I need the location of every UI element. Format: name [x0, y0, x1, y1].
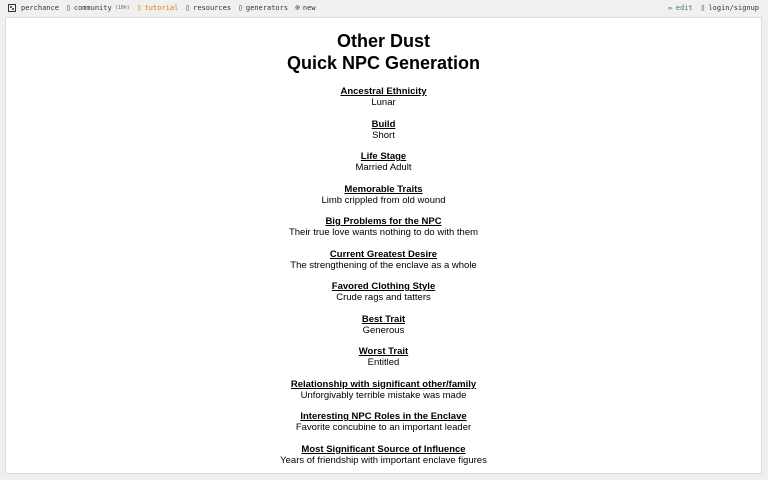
nav-brand[interactable] — [8, 0, 59, 16]
npc-sections — [6, 86, 761, 476]
tutorial-icon: ▯ — [136, 3, 142, 12]
section-value: Entitled — [367, 357, 400, 368]
nav-new-label: new — [302, 4, 316, 12]
npc-section — [6, 151, 761, 184]
dice-logo-icon — [8, 4, 16, 12]
nav-edit[interactable] — [668, 0, 693, 16]
generators-icon: ▯ — [238, 3, 243, 12]
npc-section — [6, 346, 761, 379]
nav-login-label: login/signup — [708, 4, 759, 12]
nav-brand-label: perchance — [21, 4, 59, 12]
npc-section — [6, 249, 761, 282]
nav-generators[interactable] — [238, 0, 288, 16]
nav-tutorial-label: tutorial — [144, 4, 179, 12]
npc-section — [6, 281, 761, 314]
section-value: The strengthening of the enclave as a whole — [290, 259, 477, 271]
nav-resources-label: resources — [193, 4, 232, 12]
npc-section — [6, 216, 761, 249]
generator-output-panel — [5, 17, 762, 474]
page-title: Other Dust — [336, 31, 430, 51]
section-value: Lunar — [371, 97, 396, 108]
section-label: Big Problems for the NPC — [325, 216, 442, 227]
section-value: Their true love wants nothing to do with them — [288, 227, 479, 238]
section-value: Favorite concubine to an important leader — [295, 422, 472, 433]
npc-section — [6, 86, 761, 119]
nav-new[interactable] — [295, 0, 315, 16]
nav-right — [668, 0, 759, 16]
community-badge: (10h) — [114, 5, 130, 11]
section-value: Unforgivably terrible mistake was made — [300, 389, 467, 401]
nav-tutorial[interactable] — [137, 0, 179, 16]
page-subtitle: Quick NPC Generation — [286, 53, 481, 73]
npc-section — [6, 411, 761, 444]
section-label: Favored Clothing Style — [331, 281, 436, 292]
npc-section — [6, 314, 761, 347]
section-label: Best Trait — [361, 313, 406, 325]
nav-login[interactable] — [701, 0, 759, 16]
user-icon: ▯ — [700, 3, 706, 12]
section-label: Most Significant Source of Influence — [301, 443, 466, 455]
section-value: Limb crippled from old wound — [321, 194, 446, 206]
section-label: Build — [371, 118, 396, 130]
section-label: Ancestral Ethnicity — [340, 86, 427, 97]
section-value: Married Adult — [355, 162, 412, 173]
resources-icon: ▯ — [185, 3, 191, 12]
section-value: Short — [372, 129, 395, 141]
npc-section — [6, 184, 761, 217]
nav-generators-label: generators — [245, 4, 289, 12]
nav-community-label: community — [73, 4, 112, 12]
section-value: Generous — [362, 324, 405, 336]
nav-resources[interactable] — [185, 0, 231, 16]
npc-section — [6, 119, 761, 152]
pencil-icon: ✏ — [667, 3, 673, 12]
section-label: Life Stage — [360, 151, 407, 162]
npc-section — [6, 379, 761, 412]
section-label: Worst Trait — [358, 346, 409, 357]
plus-circle-icon: ⊕ — [295, 3, 300, 12]
nav-community[interactable] — [66, 0, 130, 16]
section-label: Relationship with significant other/family — [290, 378, 477, 390]
section-value: Years of friendship with important enclave figures — [280, 454, 487, 466]
npc-section — [6, 444, 761, 477]
nav-left — [8, 0, 323, 16]
community-icon: ▯ — [65, 3, 71, 12]
section-label: Memorable Traits — [344, 183, 423, 195]
section-label: Current Greatest Desire — [329, 248, 438, 260]
section-value: Crude rags and tatters — [336, 292, 431, 303]
top-nav-bar — [0, 0, 768, 16]
nav-edit-label: edit — [675, 4, 693, 12]
section-label: Interesting NPC Roles in the Enclave — [300, 411, 467, 422]
